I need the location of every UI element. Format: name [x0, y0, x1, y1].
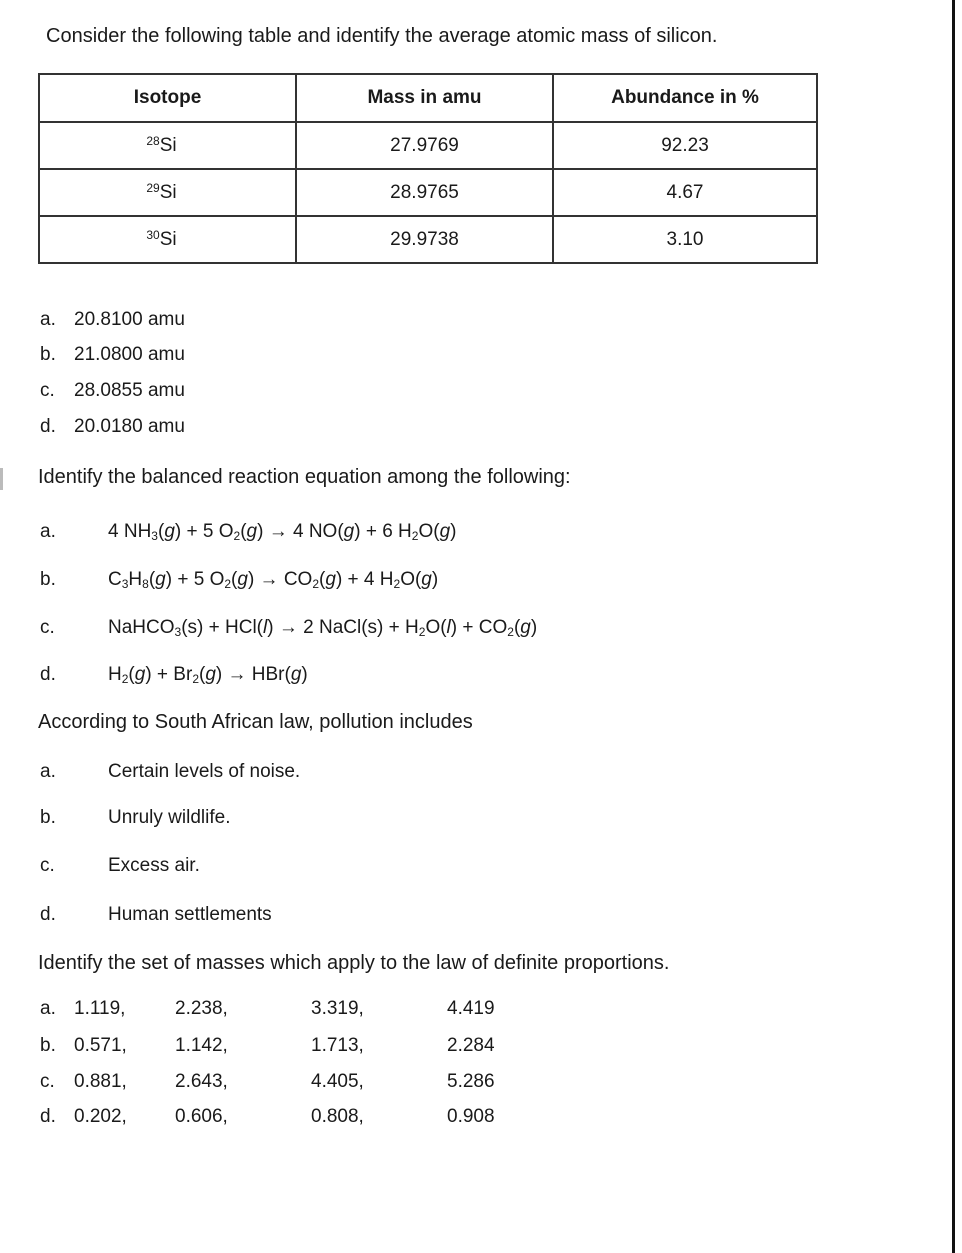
option-letter: b. [40, 344, 56, 365]
header-isotope: Isotope [39, 74, 296, 122]
header-abundance: Abundance in % [553, 74, 817, 122]
mass-value: 1.142, [175, 1035, 228, 1056]
option-text: Human settlements [108, 904, 272, 925]
mass-value: 0.808, [311, 1106, 364, 1127]
option-text: 20.0180 amu [74, 416, 185, 437]
option-letter: c. [40, 617, 55, 638]
option-letter: d. [40, 416, 56, 437]
option-letter: b. [40, 1035, 56, 1056]
option-text: Excess air. [108, 855, 200, 876]
option-letter: b. [40, 807, 56, 828]
option-letter: d. [40, 904, 56, 925]
isotope-cell: $^{29}$Si [39, 169, 296, 216]
table-row [39, 169, 817, 216]
mass-value: 4.405, [311, 1071, 364, 1092]
option-letter: d. [40, 664, 56, 685]
mass-value: 1.119, [74, 998, 126, 1019]
isotope-table [38, 73, 818, 264]
mass-value: 5.286 [447, 1071, 495, 1092]
option-letter: a. [40, 761, 56, 782]
mass-cell: 29.9738 [296, 216, 553, 263]
mass-cell: 28.9765 [296, 169, 553, 216]
option-text: Unruly wildlife. [108, 807, 231, 828]
option-letter: c. [40, 855, 55, 876]
mass-value: 2.284 [447, 1035, 495, 1056]
option-text: 20.8100 amu [74, 309, 185, 330]
table-header-row [39, 74, 817, 122]
mass-value: 0.606, [175, 1106, 228, 1127]
mass-value: 1.713, [311, 1035, 364, 1056]
option-letter: a. [40, 521, 56, 542]
mass-value: 2.238, [175, 998, 228, 1019]
q3-prompt: According to South African law, pollution includes [38, 711, 473, 733]
page-edge-rule [952, 0, 955, 1253]
option-letter: a. [40, 309, 56, 330]
option-letter: c. [40, 380, 55, 401]
q1-prompt: Consider the following table and identify the average atomic mass of silicon. [46, 25, 718, 47]
q4-prompt: Identify the set of masses which apply to the law of definite proportions. [38, 952, 670, 974]
margin-mark [0, 468, 3, 490]
mass-value: 2.643, [175, 1071, 228, 1092]
table-row [39, 216, 817, 263]
header-mass: Mass in amu [296, 74, 553, 122]
option-text: 28.0855 amu [74, 380, 185, 401]
equation-text: NaHCO$_3$(s) + HCl(l) → 2 NaCl(s) + $H_2O(l) + CO_2(g)$ [108, 617, 538, 639]
abundance-cell: 3.10 [553, 216, 817, 263]
table-row [39, 122, 817, 169]
option-letter: a. [40, 998, 56, 1019]
option-text: 21.0800 amu [74, 344, 185, 365]
abundance-cell: 4.67 [553, 169, 817, 216]
equation-text: 4 $NH_3(g) + 5$ $O_2(g) \to 4$ NO(g) + 6 $H_2O(g)$ [108, 521, 457, 543]
option-text: Certain levels of noise. [108, 761, 301, 782]
isotope-cell: $^{28}$Si [39, 122, 296, 169]
option-letter: b. [40, 569, 56, 590]
mass-cell: 27.9769 [296, 122, 553, 169]
mass-value: 0.908 [447, 1106, 495, 1127]
q2-prompt: Identify the balanced reaction equation among the following: [38, 466, 571, 488]
mass-value: 3.319, [311, 998, 364, 1019]
isotope-cell: $^{30}$Si [39, 216, 296, 263]
equation-text: $H_2(g) + Br_2(g) \to HBr(g)$ [108, 664, 308, 686]
option-letter: c. [40, 1071, 55, 1092]
equation-text: $C_3H_8(g) + 5$ $O_2(g) \to CO_2(g) + 4$ $H_2O(g)$ [108, 569, 439, 591]
abundance-cell: 92.23 [553, 122, 817, 169]
mass-value: 0.571, [74, 1035, 127, 1056]
mass-value: 0.881, [74, 1071, 127, 1092]
mass-value: 0.202, [74, 1106, 127, 1127]
mass-value: 4.419 [447, 998, 495, 1019]
option-letter: d. [40, 1106, 56, 1127]
